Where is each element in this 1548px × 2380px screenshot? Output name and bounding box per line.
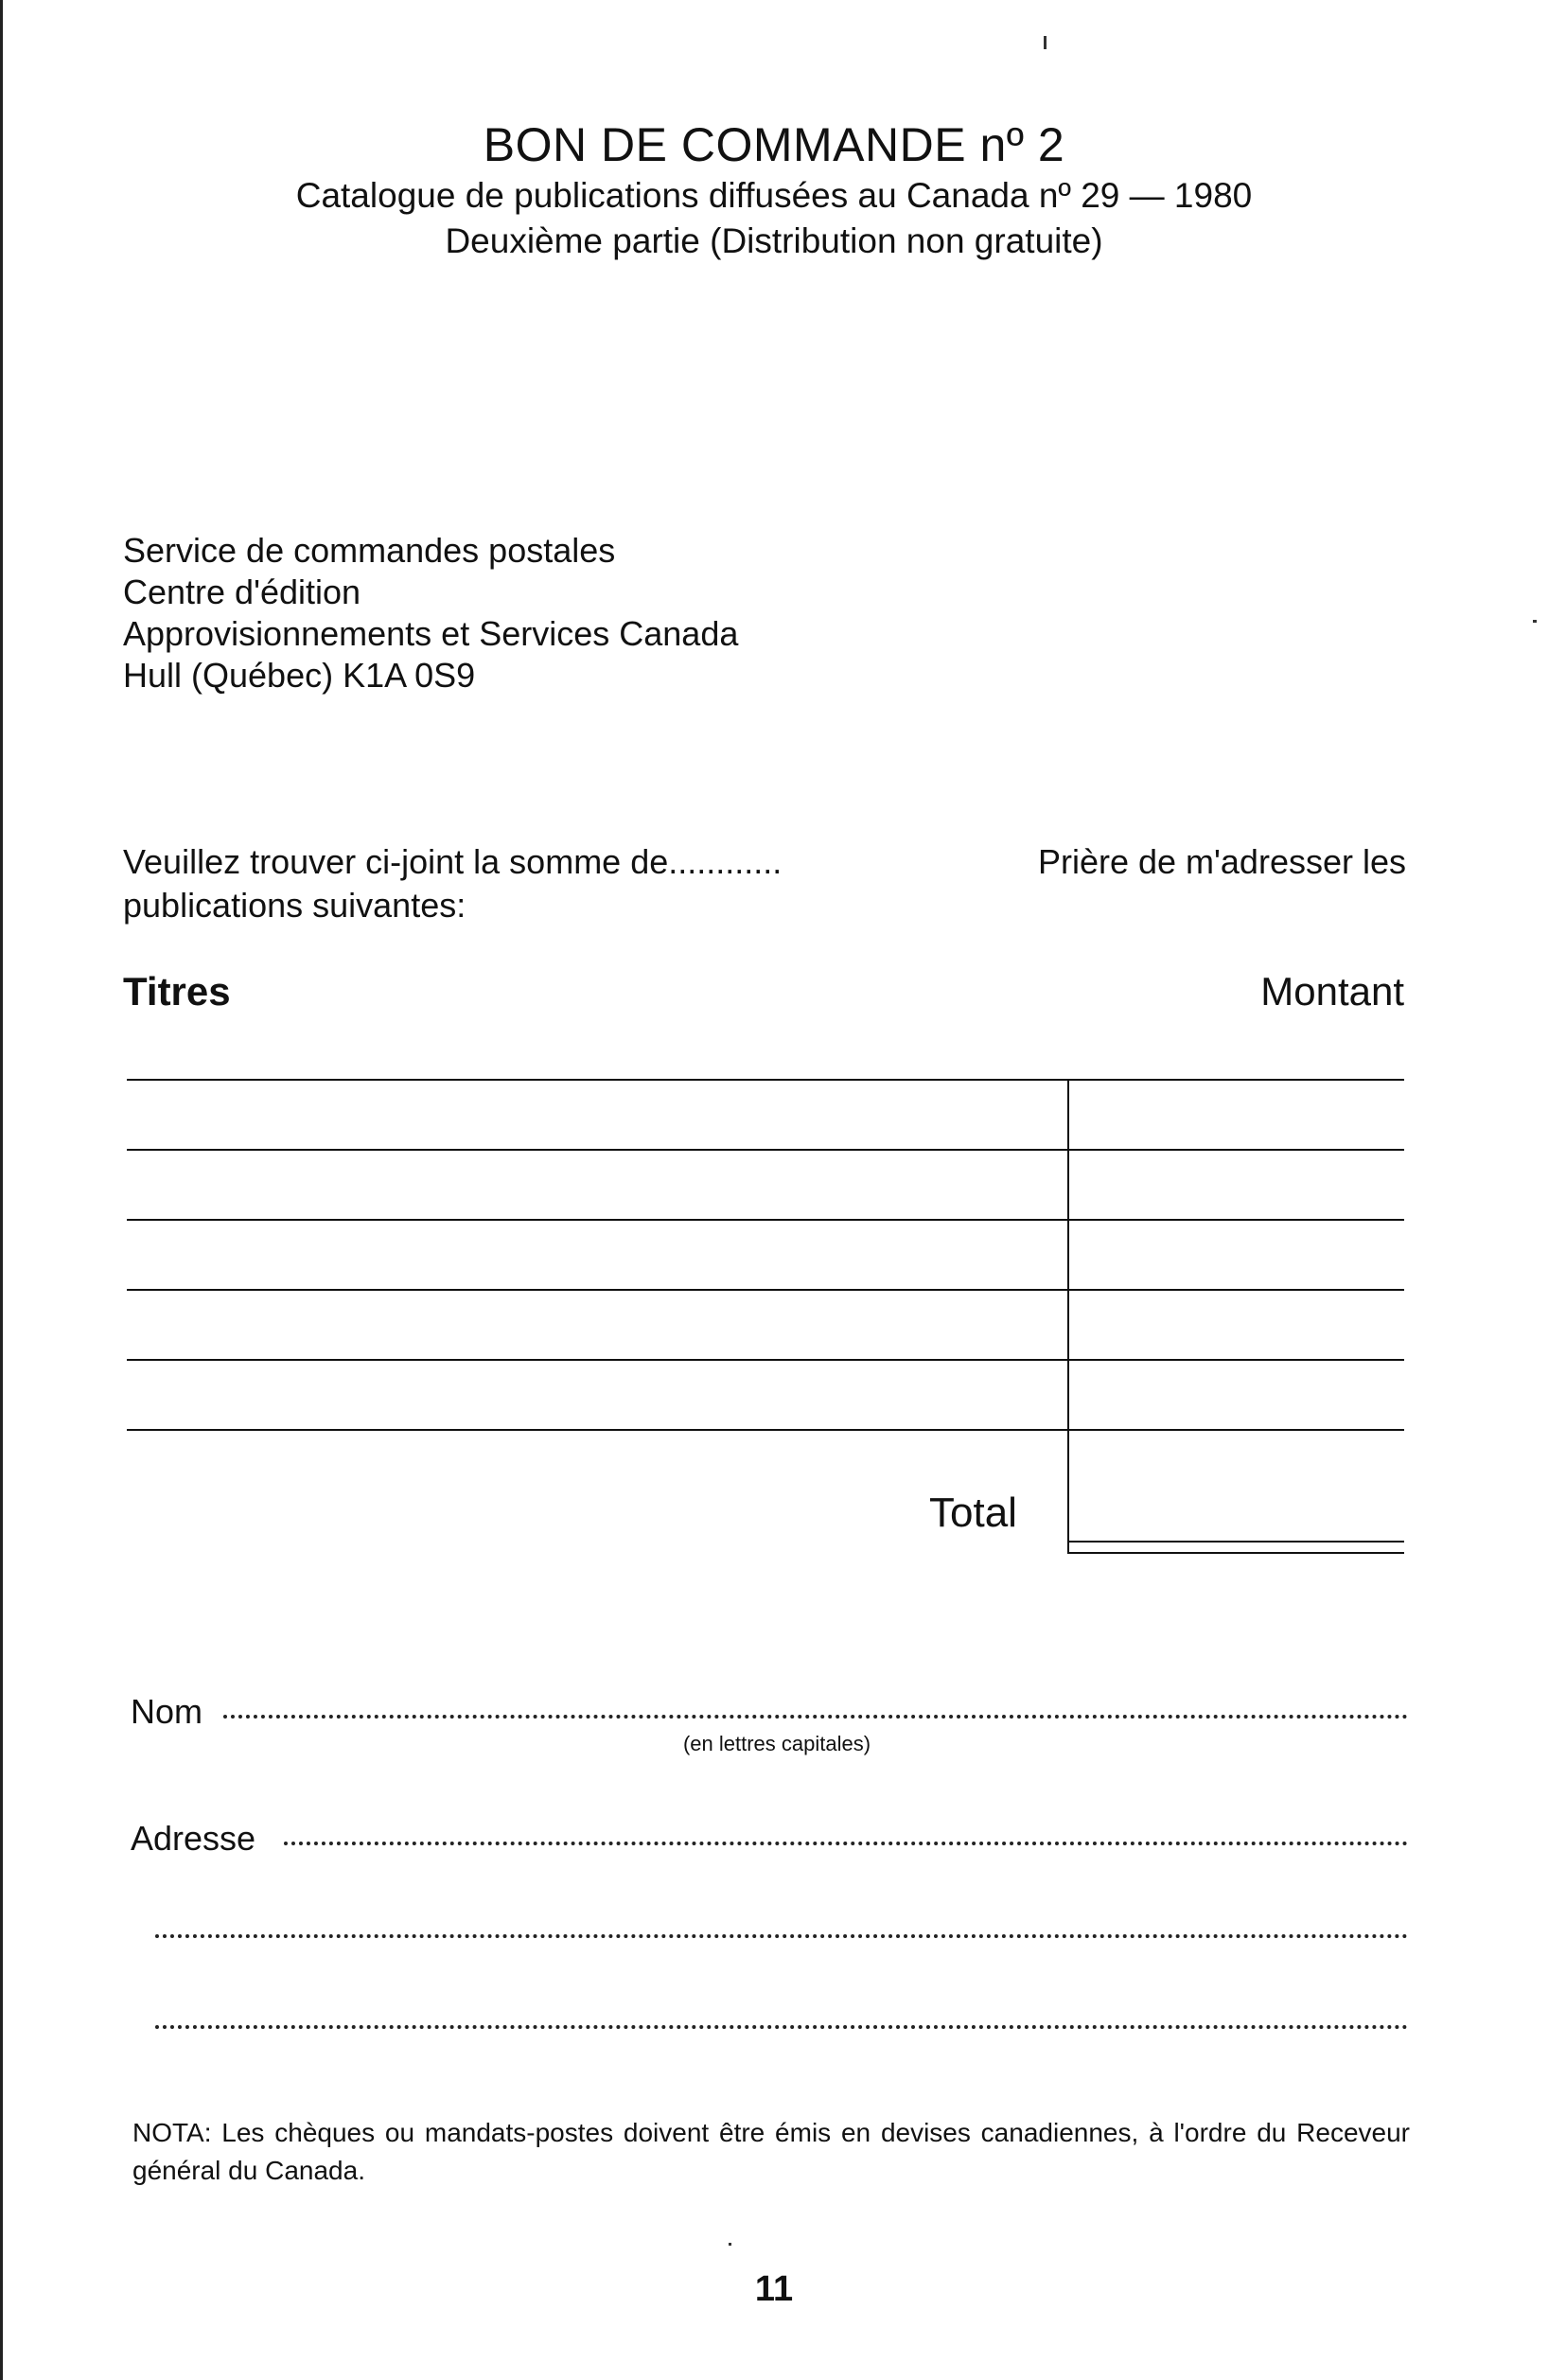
name-field[interactable] xyxy=(223,1715,1408,1719)
name-label: Nom xyxy=(131,1692,203,1731)
instructions-line2: publications suivantes: xyxy=(123,886,466,925)
address-field-line2[interactable] xyxy=(155,1934,1408,1938)
table-row-line xyxy=(127,1219,1404,1221)
scan-speck xyxy=(1044,36,1047,49)
order-instructions xyxy=(123,840,1406,927)
address-line: Service de commandes postales xyxy=(123,531,616,570)
catalogue-part-subtitle: Deuxième partie (Distribution non gratuite) xyxy=(445,221,1103,260)
table-column-divider xyxy=(1067,1079,1069,1552)
table-row-line xyxy=(127,1079,1404,1081)
catalogue-subtitle: Catalogue de publications diffusées au Canada nº 29 — 1980 xyxy=(295,176,1253,215)
scan-speck xyxy=(1533,620,1537,623)
titles-column-header: Titres xyxy=(123,969,231,1014)
address-line: Approvisionnements et Services Canada xyxy=(123,614,739,653)
scan-speck xyxy=(729,2243,731,2246)
payment-note: NOTA: Les chèques ou mandats-postes doivent être émis en devises canadiennes, à l'ordre du Receveur général du Canada. xyxy=(132,2118,1410,2185)
address-line: Centre d'édition xyxy=(123,573,361,611)
name-hint: (en lettres capitales) xyxy=(682,1732,871,1755)
total-double-rule xyxy=(1067,1541,1404,1543)
table-row-line xyxy=(127,1289,1404,1291)
mailing-address xyxy=(123,530,738,696)
total-label: Total xyxy=(929,1490,1017,1536)
address-field[interactable] xyxy=(284,1842,1408,1845)
page-edge-line xyxy=(0,0,3,2380)
instructions-sum-text: Veuillez trouver ci-joint la somme de............ xyxy=(123,842,783,881)
address-field-line3[interactable] xyxy=(155,2025,1408,2029)
page-number: 11 xyxy=(754,2269,794,2309)
address-label: Adresse xyxy=(131,1819,256,1858)
amount-column-header: Montant xyxy=(1260,969,1404,1014)
table-row-line xyxy=(127,1359,1404,1361)
table-row-line xyxy=(127,1149,1404,1151)
total-double-rule xyxy=(1067,1552,1404,1554)
table-row-line xyxy=(127,1429,1404,1431)
form-title: BON DE COMMANDE nº 2 xyxy=(483,118,1065,171)
address-line: Hull (Québec) K1A 0S9 xyxy=(123,656,476,695)
instructions-request-text: Prière de m'adresser les xyxy=(1037,842,1406,881)
